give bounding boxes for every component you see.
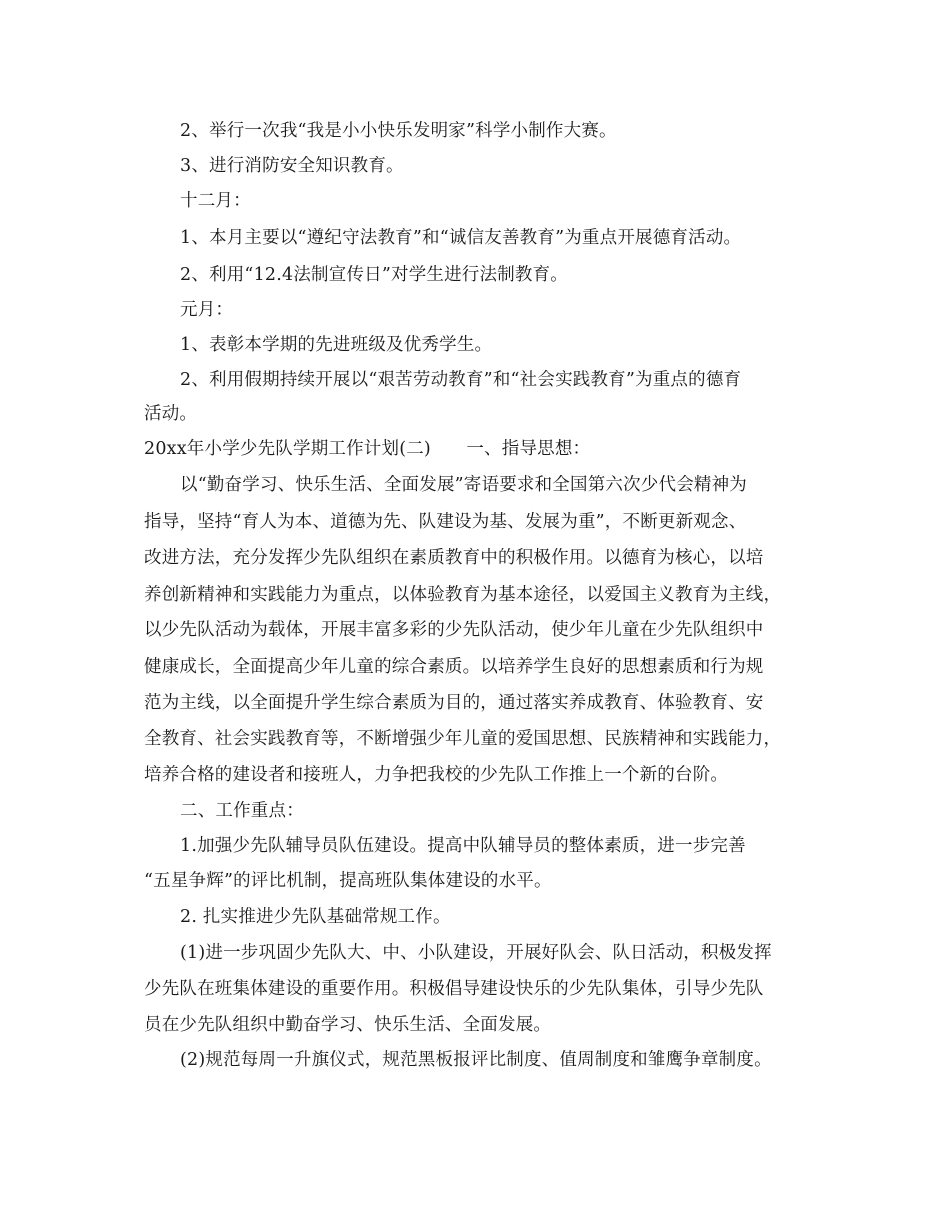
paragraph-line: 2、利用“12.4法制宣传日”对学生进行法制教育。 [180,265,568,285]
paragraph-line: 1.加强少先队辅导员队伍建设。提高中队辅导员的整体素质，进一步完善 [180,836,746,856]
paragraph-line: 3、进行消防安全知识教育。 [180,156,404,176]
paragraph-line: 健康成长，全面提高少年儿童的综合素质。以培养学生良好的思想素质和行为规 [144,657,764,677]
paragraph-line: 1、本月主要以“遵纪守法教育”和“诚信友善教育”为重点开展德育活动。 [180,228,742,248]
paragraph-line: 以“勤奋学习、快乐生活、全面发展”寄语要求和全国第六次少代会精神为 [180,475,747,495]
paragraph-line: 员在少先队组织中勤奋学习、快乐生活、全面发展。 [144,1015,552,1035]
paragraph-line: 指导，坚持“育人为本、道德为先、队建设为基、发展为重”，不断更新观念、 [144,512,747,532]
paragraph-line: 以少先队活动为载体，开展丰富多彩的少先队活动，使少年儿童在少先队组织中 [144,620,764,640]
paragraph-line: 范为主线，以全面提升学生综合素质为目的，通过落实养成教育、体验教育、安 [144,693,764,713]
paragraph-line: 2、利用假期持续开展以“艰苦劳动教育”和“社会实践教育”为重点的德育 [180,370,742,390]
section-heading: 二、工作重点： [180,801,304,821]
paragraph-line: 活动。 [144,404,198,424]
section-heading: 十二月： [180,191,251,211]
paragraph-line: 养创新精神和实践能力为重点，以体验教育为基本途径，以爱国主义教育为主线， [144,585,782,605]
paragraph-line: 培养合格的建设者和接班人，力争把我校的少先队工作推上一个新的台阶。 [144,765,729,785]
paragraph-line: (2)规范每周一升旗仪式，规范黑板报评比制度、值周制度和雏鹰争章制度。 [180,1050,772,1070]
paragraph-line: 全教育、社会实践教育等，不断增强少年儿童的爱国思想、民族精神和实践能力， [144,729,782,749]
document-title: 20xx年小学少先队学期工作计划(二) 一、指导思想： [144,439,591,459]
paragraph-line: “五星争辉”的评比机制，提高班队集体建设的水平。 [144,871,552,891]
paragraph-line: 1、表彰本学期的先进班级及优秀学生。 [180,335,493,355]
paragraph-line: 改进方法，充分发挥少先队组织在素质教育中的积极作用。以德育为核心，以培 [144,548,764,568]
section-heading: 元月： [180,300,234,320]
paragraph-line: (1)进一步巩固少先队大、中、小队建设，开展好队会、队日活动，积极发挥 [180,943,772,963]
paragraph-line: 2. 扎实推进少先队基础常规工作。 [180,907,451,927]
paragraph-line: 2、举行一次我“我是小小快乐发明家”科学小制作大赛。 [180,121,617,141]
paragraph-line: 少先队在班集体建设的重要作用。积极倡导建设快乐的少先队集体，引导少先队 [144,979,764,999]
